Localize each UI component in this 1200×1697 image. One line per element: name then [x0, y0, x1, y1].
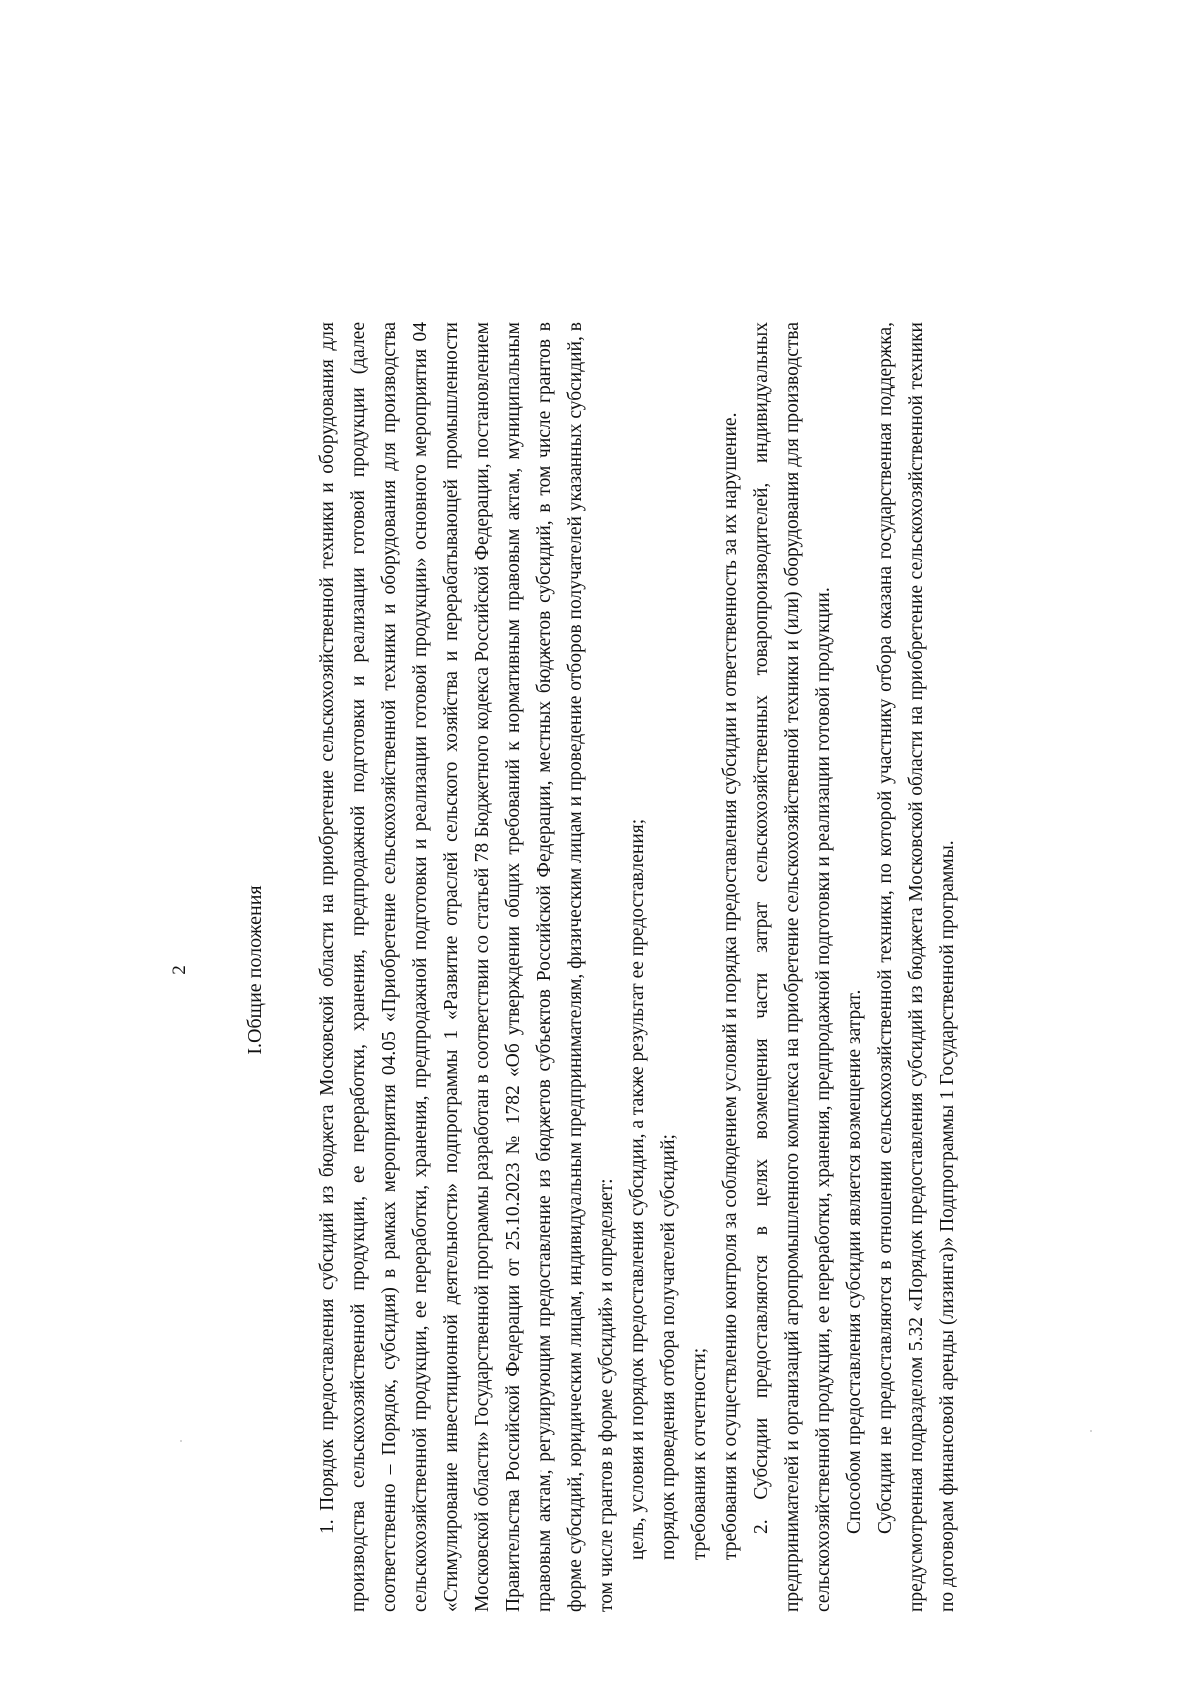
- list-item-purpose: цель, условия и порядок предоставления субсидии, а также результат ее предоставления;: [627, 818, 648, 1560]
- list-item-reporting: требования к отчетности;: [689, 1347, 710, 1560]
- list-item-control: требования к осуществлению контроля за соблюдением условий и порядка предоставления субсидии и ответственность за их нарушение.: [720, 412, 741, 1560]
- body-text: [312, 322, 963, 1612]
- paragraph-1: 1. Порядок предоставления субсидий из бюджета Московской области на приобретение сельскохозяйственной техники и оборудования для производства сельскохозяйственной продукции, ее переработки, хранения, предпродажной подготовки и реализации готовой продукции (далее соответственно – Порядок, субсидия) в рамках мероприятия 04.05 «Приобретение сельскохозяйственной техники и оборудования для производства сельскохозяйственной продукции, ее переработки, хранения, предпродажной подготовки и реализации готовой продукции» основного мероприятия 04 «Стимулирование инвестиционной деятельности» подпрограммы 1 «Развитие отраслей сельского хозяйства и перерабатывающей промышленности Московской области» Государственной программы разработан в соответствии со статьей 78 Бюджетного кодекса Российской Федерации, постановлением Правительства Российской Федерации от 25.10.2023 № 1782 «Об утверждении общих требований к нормативным правовым актам, муниципальным правовым актам, регулирующим предоставление из бюджетов субъектов Российской Федерации, местных бюджетов субсидий, в том числе грантов в форме субсидий, юридическим лицам, индивидуальным предпринимателям, физическим лицам и проведение отборов получателей указанных субсидий, в том числе грантов в форме субсидий» и определяет:: [317, 322, 617, 1612]
- paragraph-exclusion: Субсидии не предоставляются в отношении сельскохозяйственной техники, по которой участнику отбора оказана государственная поддержка, предусмотренная подразделом 5.32 «Порядок предоставления субсидий из бюджета Московской области на приобретение сельскохозяйственной техники по договорам финансовой аренды (лизинга)» Подпрограммы 1 Государственной программы.: [875, 322, 958, 1612]
- paragraph-method: Способом предоставления субсидии является возмещение затрат.: [844, 989, 865, 1534]
- section-title: I.Общие положения: [244, 885, 266, 1055]
- page-number: 2: [169, 965, 190, 975]
- rotated-sheet: [100, 260, 1100, 1680]
- paragraph-2: 2. Субсидии предоставляются в целях возмещения части затрат сельскохозяйственных товаропроизводителей, индивидуальных предпринимателей и организаций агропромышленного комплекса на приобретение сельскохозяйственной техники и (или) оборудования для производства сельскохозяйственной продукции, ее переработки, хранения, предпродажной подготовки и реализации готовой продукции.: [751, 322, 834, 1612]
- list-item-selection: порядок проведения отбора получателей субсидий;: [658, 1134, 679, 1560]
